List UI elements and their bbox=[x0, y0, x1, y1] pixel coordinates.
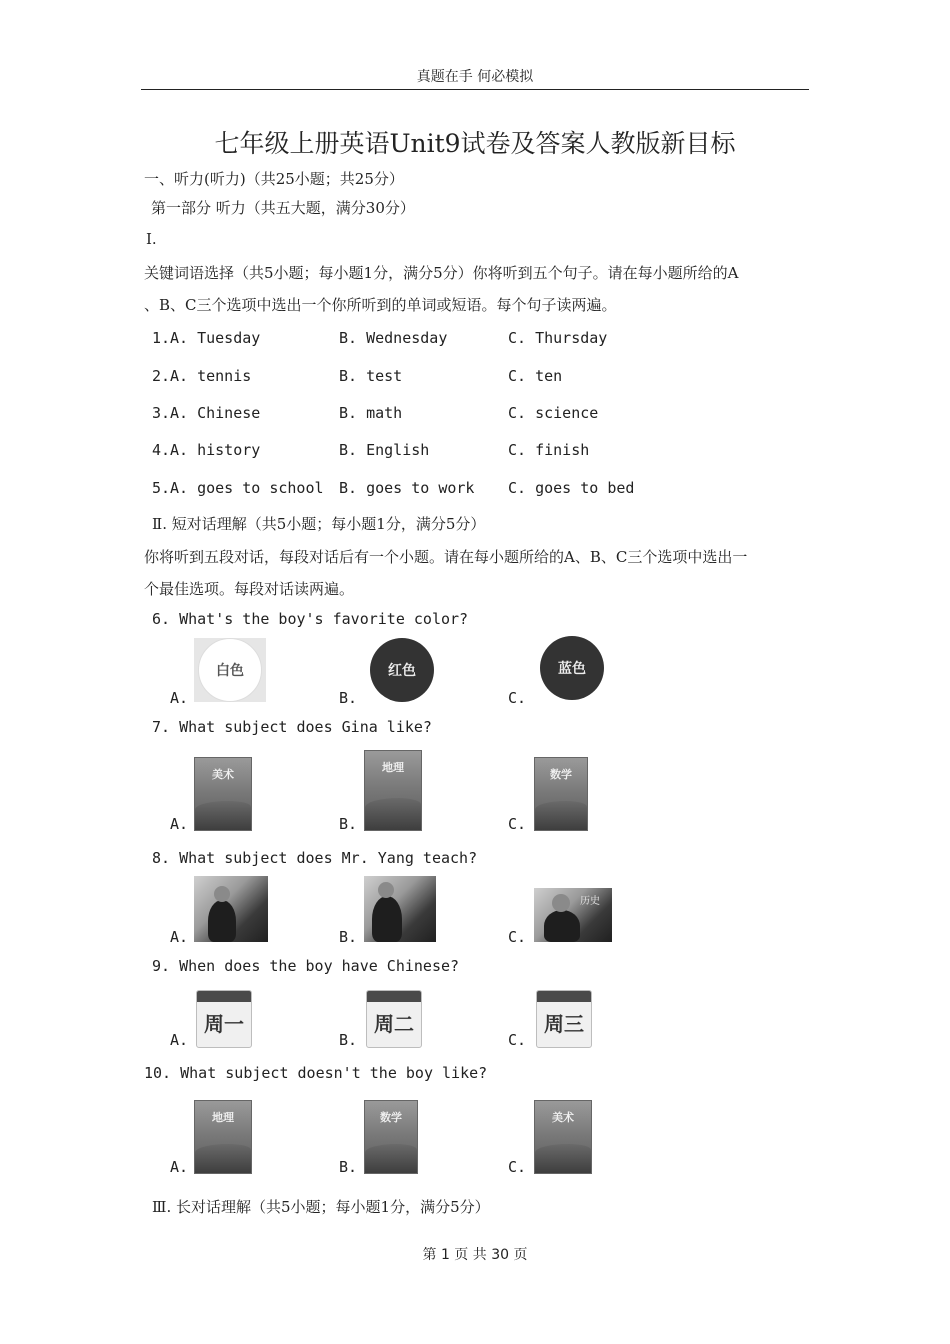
question-number: 3. bbox=[152, 404, 171, 422]
option-b-label: B. bbox=[339, 1031, 358, 1049]
roman-three-heading: Ⅲ. 长对话理解（共5小题；每小题1分，满分5分） bbox=[152, 1198, 490, 1216]
option-c: C. Thursday bbox=[508, 329, 608, 347]
option-c-label: C. bbox=[508, 815, 527, 833]
option-c-label: C. bbox=[508, 689, 527, 707]
geography-textbook-image bbox=[194, 1100, 252, 1174]
option-b: B. English bbox=[339, 441, 430, 459]
cover-art bbox=[195, 1144, 251, 1173]
calendar-day: 周一 bbox=[204, 1012, 244, 1036]
person-silhouette bbox=[372, 896, 402, 942]
calendar-day: 周二 bbox=[374, 1012, 414, 1036]
option-c: C. science bbox=[508, 404, 599, 422]
option-a-label: A. bbox=[170, 1158, 189, 1176]
book-title: 美术 bbox=[212, 768, 234, 781]
blue-color-image bbox=[536, 636, 608, 700]
option-a-label: A. bbox=[170, 928, 189, 946]
question-number: 5. bbox=[152, 479, 171, 497]
option-a: A. Tuesday bbox=[170, 329, 261, 347]
geography-textbook-image bbox=[364, 750, 422, 831]
monday-calendar-icon bbox=[196, 990, 252, 1048]
option-b: B. test bbox=[339, 367, 403, 385]
document-title: 七年级上册英语Unit9试卷及答案人教版新目标 bbox=[214, 129, 736, 158]
option-c-label: C. bbox=[508, 1031, 527, 1049]
roman-one-label: Ⅰ. bbox=[146, 230, 157, 248]
question-7-text: 7. What subject does Gina like? bbox=[152, 718, 432, 736]
part-heading: 第一部分 听力（共五大题，满分30分） bbox=[151, 199, 415, 217]
art-textbook-image bbox=[534, 1100, 592, 1174]
cover-art bbox=[365, 798, 421, 830]
book-title: 数学 bbox=[550, 768, 572, 781]
cover-art bbox=[535, 801, 587, 830]
person-silhouette bbox=[208, 900, 236, 942]
roman-one-instructions-2: 、B、C三个选项中选出一个你所听到的单词或短语。每个句子读两遍。 bbox=[144, 296, 617, 314]
question-10-text: 10. What subject doesn't the boy like? bbox=[144, 1064, 488, 1082]
math-textbook-image bbox=[364, 1100, 418, 1174]
wednesday-calendar-icon bbox=[536, 990, 592, 1048]
calendar-header-bar bbox=[197, 991, 251, 1002]
art-textbook-image bbox=[194, 757, 252, 831]
calendar-header-bar bbox=[367, 991, 421, 1002]
calendar-day: 周三 bbox=[544, 1012, 584, 1036]
calendar-header-bar bbox=[537, 991, 591, 1002]
roman-two-instructions-1: 你将听到五段对话，每段对话后有一个小题。请在每小题所给的A、B、C三个选项中选出一 bbox=[144, 548, 748, 566]
option-b: B. goes to work bbox=[339, 479, 475, 497]
option-b-label: B. bbox=[339, 928, 358, 946]
running-header: 真题在手 何必模拟 bbox=[416, 69, 534, 85]
tuesday-calendar-icon bbox=[366, 990, 422, 1048]
cover-art bbox=[365, 1144, 417, 1173]
photo-caption: 历史 bbox=[580, 896, 600, 907]
person-head bbox=[378, 882, 394, 898]
question-6-text: 6. What's the boy's favorite color? bbox=[152, 610, 469, 628]
roman-two-heading: Ⅱ. 短对话理解（共5小题；每小题1分，满分5分） bbox=[152, 515, 486, 533]
white-color-image bbox=[194, 638, 266, 702]
question-number: 2. bbox=[152, 367, 171, 385]
option-c: C. goes to bed bbox=[508, 479, 635, 497]
book-title: 数学 bbox=[380, 1111, 402, 1124]
question-number: 4. bbox=[152, 441, 171, 459]
roman-two-instructions-2: 个最佳选项。每段对话读两遍。 bbox=[144, 580, 355, 598]
roman-one-instructions-1: 关键词语选择（共5小题；每小题1分，满分5分）你将听到五个句子。请在每小题所给的A bbox=[144, 264, 739, 282]
section-heading: 一、听力(听力)（共25小题；共25分） bbox=[144, 170, 404, 188]
book-title: 美术 bbox=[552, 1111, 574, 1124]
cover-art bbox=[535, 1144, 591, 1173]
option-a-label: A. bbox=[170, 815, 189, 833]
math-textbook-image bbox=[534, 757, 588, 831]
person-silhouette bbox=[544, 910, 580, 942]
book-title: 地理 bbox=[382, 761, 404, 774]
cover-art bbox=[195, 801, 251, 830]
person-head bbox=[552, 894, 570, 912]
piano-teacher-photo-image bbox=[364, 876, 436, 942]
image-label: 白色 bbox=[198, 638, 262, 702]
header-rule bbox=[141, 89, 809, 90]
option-c-label: C. bbox=[508, 1158, 527, 1176]
option-b-label: B. bbox=[339, 815, 358, 833]
option-a: A. Chinese bbox=[170, 404, 261, 422]
page-footer: 第 1 页 共 30 页 bbox=[422, 1247, 528, 1263]
question-8-text: 8. What subject does Mr. Yang teach? bbox=[152, 849, 478, 867]
question-number: 1. bbox=[152, 329, 171, 347]
option-a: A. goes to school bbox=[170, 479, 324, 497]
history-teacher-photo-image bbox=[534, 888, 612, 942]
option-a: A. history bbox=[170, 441, 261, 459]
option-a: A. tennis bbox=[170, 367, 252, 385]
option-b-label: B. bbox=[339, 689, 358, 707]
option-c-label: C. bbox=[508, 928, 527, 946]
option-c: C. finish bbox=[508, 441, 590, 459]
option-a-label: A. bbox=[170, 1031, 189, 1049]
option-b: B. math bbox=[339, 404, 403, 422]
image-label: 蓝色 bbox=[540, 636, 604, 700]
option-b: B. Wednesday bbox=[339, 329, 448, 347]
book-title: 地理 bbox=[212, 1111, 234, 1124]
person-head bbox=[214, 886, 230, 902]
option-b-label: B. bbox=[339, 1158, 358, 1176]
question-9-text: 9. When does the boy have Chinese? bbox=[152, 957, 460, 975]
option-c: C. ten bbox=[508, 367, 563, 385]
red-color-image bbox=[366, 638, 438, 702]
teacher-photo-image bbox=[194, 876, 268, 942]
image-label: 红色 bbox=[370, 638, 434, 702]
option-a-label: A. bbox=[170, 689, 189, 707]
